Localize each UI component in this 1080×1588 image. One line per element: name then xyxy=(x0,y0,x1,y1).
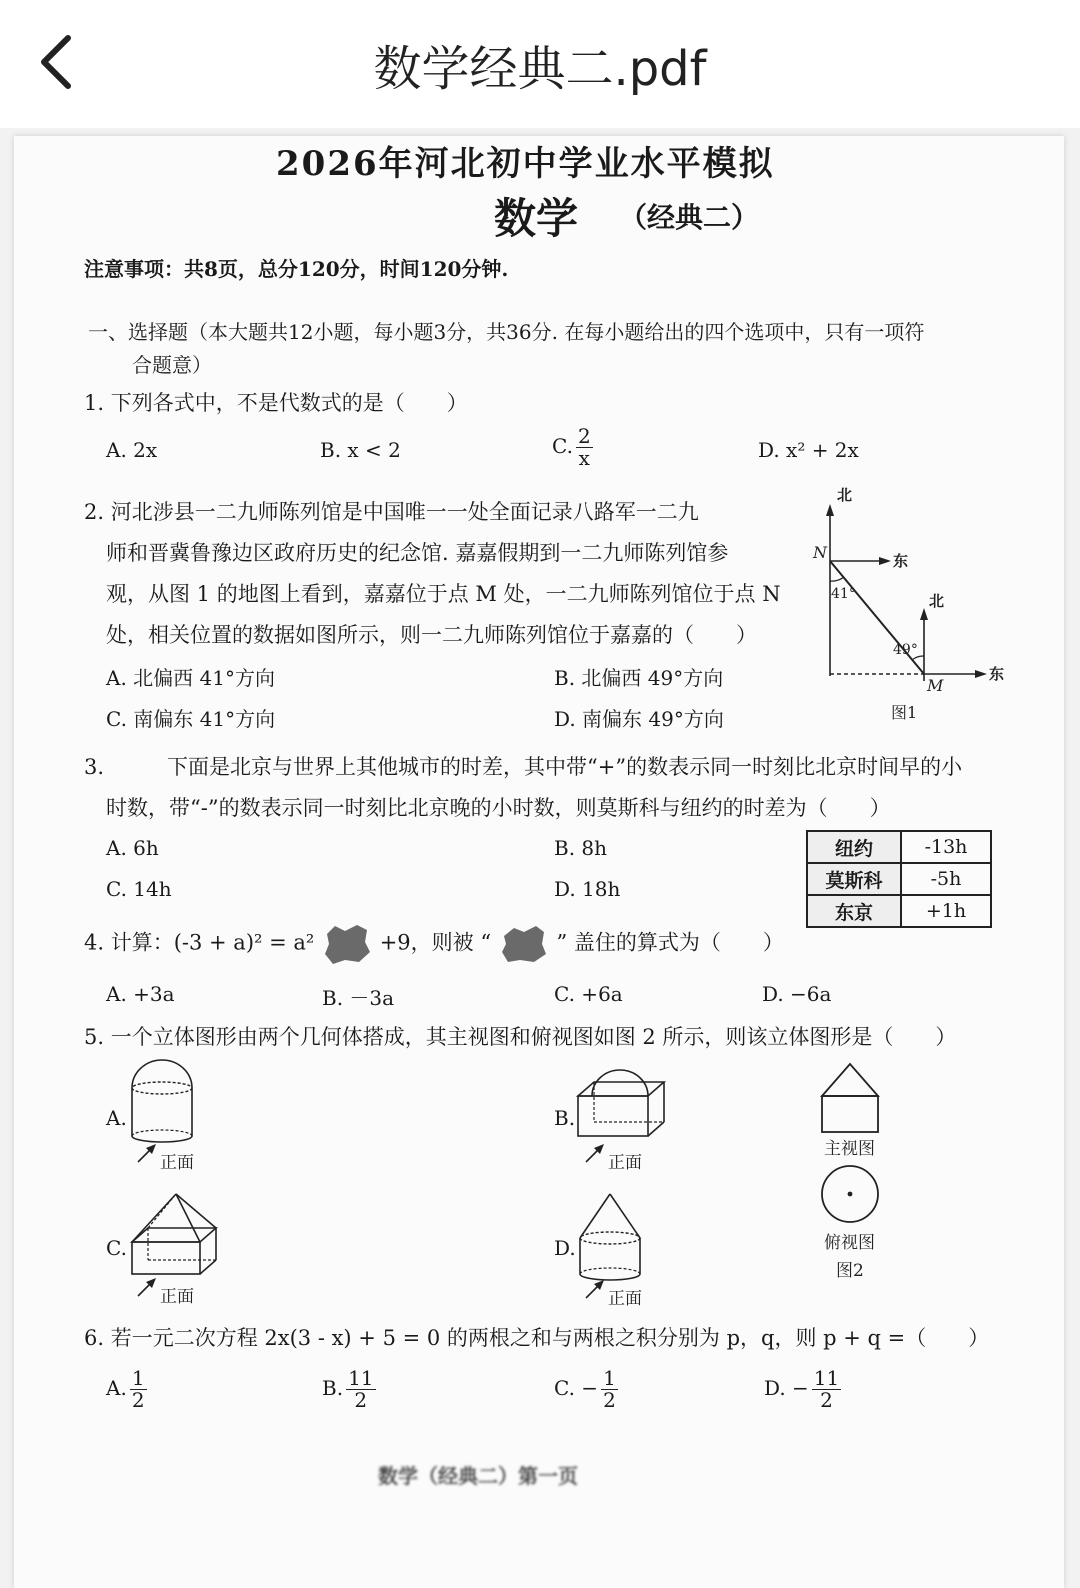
q4-option-b: B. －3a xyxy=(322,986,395,1010)
q4-option-c: C. +6a xyxy=(554,982,623,1006)
q4-option-a: A. +3a xyxy=(106,982,175,1006)
q6-option-a: A. $\frac{1}{2}$ xyxy=(106,1366,145,1412)
time-difference-table xyxy=(806,830,992,928)
q2-line-3: 观，从图 1 的地图上看到，嘉嘉位于点 M 处，一二九师陈列馆位于点 N xyxy=(106,582,781,606)
q3-line-1: 3. 下面是北京与世界上其他城市的时差，其中带“+”的数表示同一时刻比北京时间早的小 xyxy=(84,755,963,779)
exam-title: 2026年河北初中学业水平模拟 xyxy=(276,144,775,184)
east-label-2: 东 xyxy=(989,665,1005,683)
q5-figure-b xyxy=(572,1058,682,1176)
front-view-label: 主视图 xyxy=(824,1139,875,1159)
q3-option-d: D. 18h xyxy=(554,877,621,901)
q2-option-c: C. 南偏东 41°方向 xyxy=(106,707,276,731)
svg-text:正面: 正面 xyxy=(160,1287,194,1306)
north-label-2: 北 xyxy=(929,592,945,610)
question-1-stem: 1. 下列各式中，不是代数式的是（ ） xyxy=(84,391,468,415)
top-view-label: 俯视图 xyxy=(824,1233,875,1253)
q2-option-d: D. 南偏东 49°方向 xyxy=(554,707,724,731)
table-row: 莫斯科 -5h xyxy=(807,863,991,895)
q2-option-a: A. 北偏西 41°方向 xyxy=(106,666,275,690)
q5-option-a: A. xyxy=(106,1106,127,1130)
q2-line-2: 师和晋冀鲁豫边区政府历史的纪念馆. 嘉嘉假期到一二九师陈列馆参 xyxy=(106,541,729,565)
q2-line-4: 处，相关位置的数据如图所示，则一二九师陈列馆位于嘉嘉的（ ） xyxy=(106,623,757,647)
q5-option-d: D. xyxy=(554,1236,576,1260)
figure-1-compass-diagram xyxy=(809,486,1009,726)
q1-option-c: C. $\frac{2}{x}$ xyxy=(552,424,591,470)
q1-option-b: B. x < 2 xyxy=(320,438,401,462)
figure-2-caption: 图2 xyxy=(836,1261,864,1281)
page-footer: 数学（经典二）第一页 xyxy=(378,1464,578,1488)
q6-option-c: C. − $\frac{1}{2}$ xyxy=(554,1366,616,1412)
ink-blot-icon xyxy=(498,922,550,966)
q5-figure-a xyxy=(124,1058,234,1176)
q1-option-d: D. x² + 2x xyxy=(758,438,859,462)
q2-option-b: B. 北偏西 49°方向 xyxy=(554,666,724,690)
table-row: 东京 +1h xyxy=(807,895,991,927)
q5-option-b: B. xyxy=(554,1106,576,1130)
exam-subject: 数学 xyxy=(494,194,579,243)
svg-text:正面: 正面 xyxy=(608,1153,642,1173)
svg-text:正面: 正面 xyxy=(608,1289,642,1306)
q4-stem: 4. 计算：(-3 + a)² = a² +9，则被 “ ” 盖住的算式为（ ） xyxy=(84,922,784,966)
q5-stem: 5. 一个立体图形由两个几何体搭成，其主视图和俯视图如图 2 所示，则该立体图形是（ ） xyxy=(84,1025,957,1049)
q4-option-d: D. −6a xyxy=(762,982,832,1006)
svg-text:正面: 正面 xyxy=(160,1153,194,1173)
pdf-page xyxy=(14,136,1064,1588)
q5-figure-d xyxy=(572,1188,682,1306)
q6-stem: 6. 若一元二次方程 2x(3 - x) + 5 = 0 的两根之和与两根之积分别为 p，q，则 p + q =（ ） xyxy=(84,1326,990,1350)
app-header xyxy=(0,0,1080,128)
q3-option-c: C. 14h xyxy=(106,877,172,901)
q5-figure-c xyxy=(124,1188,234,1306)
angle-49-label: 49° xyxy=(893,642,918,658)
angle-41-label: 41° xyxy=(831,586,856,602)
document-title: 数学经典二.pdf xyxy=(373,41,707,97)
q2-line-1: 2. 河北涉县一二九师陈列馆是中国唯一一处全面记录八路军一二九 xyxy=(84,500,699,524)
q3-line-2: 时数，带“-”的数表示同一时刻比北京晚的小时数，则莫斯科与纽约的时差为（ ） xyxy=(106,796,891,820)
north-label-1: 北 xyxy=(837,486,853,504)
section-heading: 一、选择题（本大题共12小题，每小题3分，共36分. 在每小题给出的四个选项中，只有一项符 xyxy=(88,320,925,344)
figure-2-views xyxy=(804,1056,904,1286)
q3-option-a: A. 6h xyxy=(106,836,159,860)
notice-text: 注意事项：共8页，总分120分，时间120分钟. xyxy=(84,257,509,281)
table-row: 纽约 -13h xyxy=(807,831,991,863)
exam-edition: （经典二） xyxy=(619,201,760,234)
ink-blot-icon xyxy=(321,922,373,966)
q6-option-d: D. − $\frac{11}{2}$ xyxy=(764,1366,840,1412)
q3-option-b: B. 8h xyxy=(554,836,608,860)
q1-option-a: A. 2x xyxy=(106,438,158,462)
point-n-label: N xyxy=(813,543,827,562)
q6-option-b: B. $\frac{11}{2}$ xyxy=(322,1366,374,1412)
east-label-1: 东 xyxy=(893,552,909,570)
section-heading-cont: 合题意） xyxy=(132,353,212,377)
figure-1-caption: 图1 xyxy=(891,703,918,722)
q5-option-c: C. xyxy=(106,1236,127,1260)
point-m-label: M xyxy=(927,676,944,695)
